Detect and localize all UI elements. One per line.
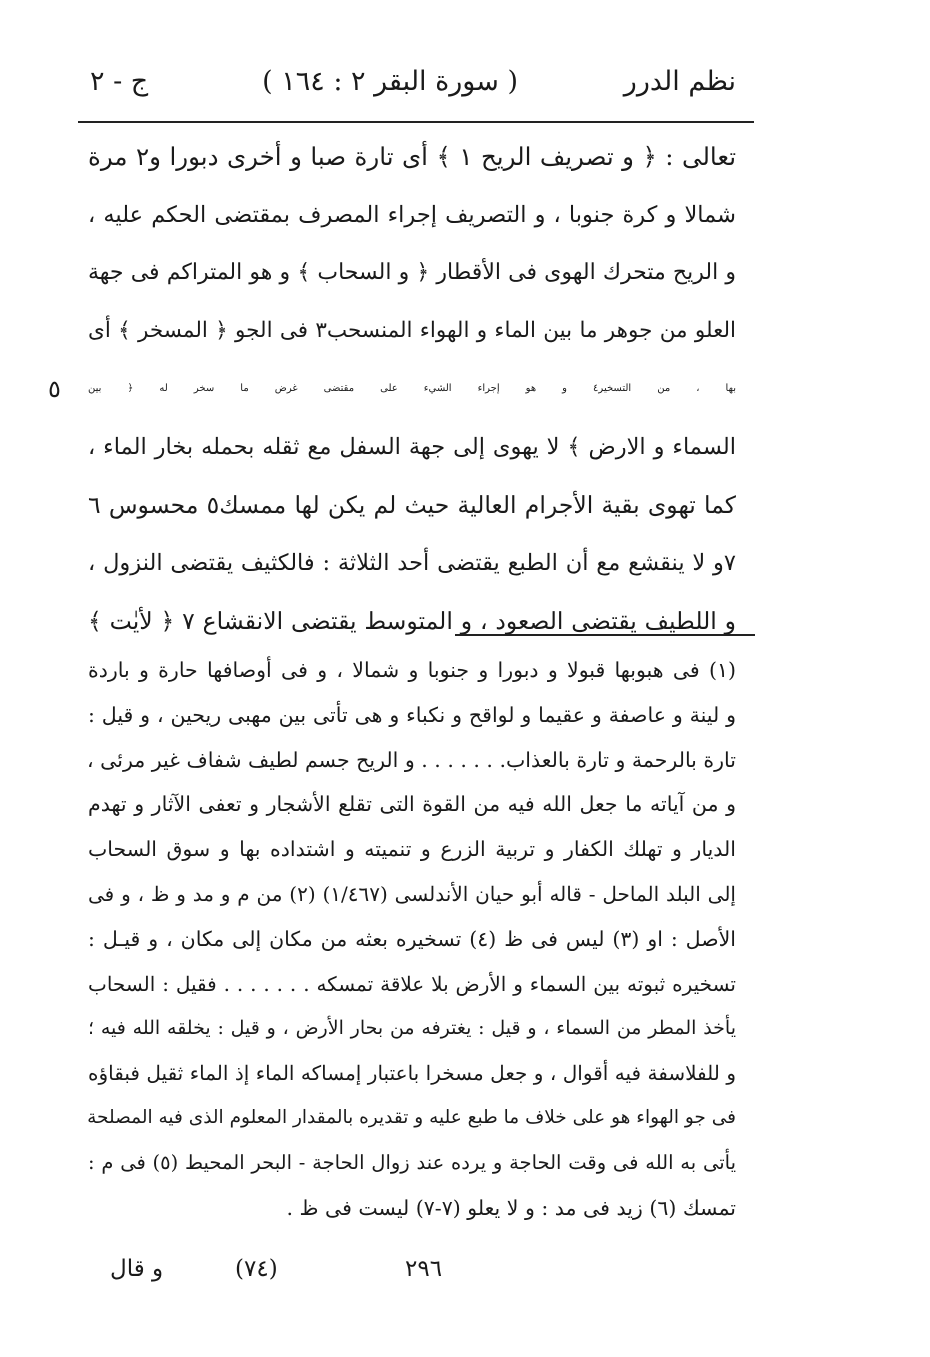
text-line: و اللطيف يقتضى الصعود ، و المتوسط يقتضى الانقشاع ٧ ﴿ لأيٰت ﴾ (88, 607, 736, 635)
text-line: تعالى : ﴿ و تصريف الريح ١ ﴾ أى تارة صبا و أخرى دبورا و٢ مرة (88, 142, 737, 171)
catchword: و قال (110, 1256, 164, 1282)
footnote-line: يأتى به الله فى وقت الحاجة و يرده عند زوال الحاجة - البحر المحيط (٥) فى م : (88, 1150, 737, 1174)
volume-number: ج - ٢ (90, 66, 149, 97)
footnote-line: (١) فى هبوبها قبولا و دبورا و جنوبا و شمالا ، و فى أوصافها حارة و باردة (88, 658, 736, 682)
main-text (48, 128, 737, 650)
text-line: كما تهوى بقية الأجرام العالية حيث لم يكن لها ممسك٥ محسوس ٦ (88, 491, 736, 519)
book-title: نظم الدرر (623, 66, 736, 97)
surah-reference: ( سورة البقر ٢ : ١٦٤ ) (262, 66, 518, 97)
page-number: ٢٩٦ (405, 1256, 443, 1282)
text-line: و الريح متحرك الهوى فى الأقطار ﴿ و السحاب ﴾ و هو المتراكم فى جهة (88, 260, 736, 285)
footnote-separator (455, 634, 755, 636)
page-footer (100, 1252, 600, 1292)
footnotes (88, 648, 736, 1230)
footnote-line: الديار و تهلك الكفار و تربية الزرع و تنميته و اشتداده بها و سوق السحاب (88, 837, 736, 862)
footnote-line: يأخذ المطر من السماء ، و قيل : يغترفه من بحار الأرض ، و قيل : يخلقه الله فيه ؛ (88, 1017, 736, 1040)
footnote-line: تمسك (٦) زيد فى مد : و لا يعلو (٧-٧) ليست فى ظ . (286, 1195, 736, 1220)
text-line: شمالا و كرة جنوبا ، و التصريف إجراء المصرف بمقتضى الحكم عليه ، (88, 202, 736, 228)
header-rule (78, 121, 754, 123)
text-line-numbered (48, 360, 736, 418)
line-number-marker: ٥ (48, 375, 61, 403)
footnote-line: و من آياته ما جعل الله فيه من القوة التى تقلع الأشجار و تعفى الآثار و تهدم (88, 792, 736, 817)
footnote-line: و للفلاسفة فيه أقوال ، و جعل مسخرا باعتبار إمساكه الماء إذ الماء ثقيل فبقاؤه (88, 1061, 736, 1086)
text-line: السماء و الارض ﴾ لا يهوى إلى جهة السفل مع ثقله بحمله بخار الماء ، (88, 434, 736, 460)
text-line: العلو من جوهر ما بين الماء و الهواء المنسحب٣ فى الجو ﴿ المسخر ﴾ أى (88, 318, 736, 343)
running-header (90, 62, 736, 106)
footnote-line: و لينة و عاصفة و عقيما و لواقح و نكباء و هى تأتى بين مهبى ريحين ، و قيل : (88, 702, 736, 727)
footnote-line: تسخيره ثبوته بين السماء و الأرض بلا علاقة تمسكه . . . . . . . فقيل : السحاب (88, 971, 736, 996)
footnote-line: تارة بالرحمة و تارة بالعذاب. . . . . . . و الريح جسم لطيف شفاف غير مرئى ، (87, 747, 736, 772)
footnote-line: فى جو الهواء هو على خلاف ما طبع عليه و تقديره بالمقدار المعلوم الذى فيه المصلحة (87, 1106, 736, 1128)
text-line: بها ، من التسخير٤ و هو إجراء الشيء على مقتضى غرض ما سخر له ﴿ بين (88, 383, 736, 394)
signature-mark: (٧٤) (235, 1256, 278, 1282)
footnote-line: إلى البلد الماحل - قاله أبو حيان الأندلسى (١/٤٦٧) (٢) من م و مد و ظ ، و فى (88, 881, 736, 906)
text-line: ٧و لا ينقشع مع أن الطبع يقتضى أحد الثلاثة : فالكثيف يقتضى النزول ، (88, 550, 736, 576)
footnote-line: الأصل : او (٣) ليس فى ظ (٤) تسخيره بعثه من مكان إلى مكان ، و قيـل : (88, 926, 736, 951)
